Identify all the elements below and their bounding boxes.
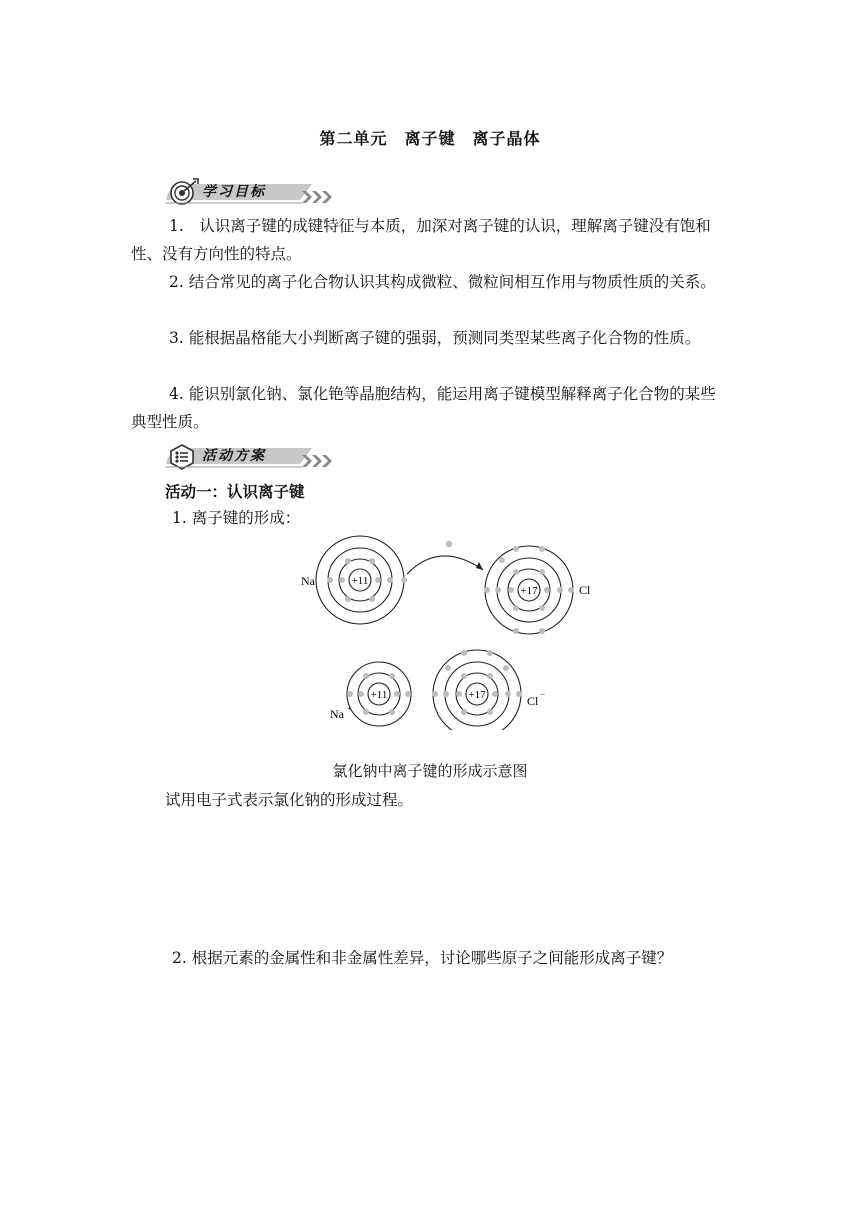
na-nucleus-label: +11 <box>351 575 369 587</box>
cl-nucleus-label: +17 <box>520 585 538 597</box>
nacl-formation-diagram <box>290 530 610 730</box>
objective-item-1: 1. 认识离子键的成键特征与本质，加深对离子键的认识，理解离子键没有饱和性、没有方向性的特点。 <box>131 217 711 263</box>
sodium-atom <box>301 536 407 624</box>
section-banner-activities <box>162 440 340 472</box>
section-banner-label: 活动方案 <box>202 448 266 464</box>
objective-item-4: 4. 能识别氯化钠、氯化铯等晶胞结构，能运用离子键模型解释离子化合物的某些典型性质。 <box>131 385 716 431</box>
svg-text:+11: +11 <box>370 689 388 701</box>
cl-ion-charge: − <box>540 689 546 699</box>
electron-transfer-arrow <box>407 556 483 574</box>
cl-ion-label: Cl <box>527 694 539 708</box>
chloride-ion <box>432 650 545 730</box>
svg-text:+17: +17 <box>468 689 486 701</box>
objective-item-3: 3. 能根据晶格能大小判断离子键的强弱，预测同类型某些离子化合物的性质。 <box>169 329 701 347</box>
na-ion-label: Na <box>330 707 344 721</box>
chlorine-atom <box>484 546 591 634</box>
section-banner-label: 学习目标 <box>202 184 266 200</box>
question-1: 1. 离子键的形成： <box>172 509 301 527</box>
na-ion-charge: + <box>347 704 352 713</box>
na-atom-label: Na <box>301 574 315 588</box>
activity-heading: 活动一：认识离子键 <box>165 483 305 501</box>
page-title: 第二单元 离子键 离子晶体 <box>319 129 541 148</box>
transferring-electron <box>446 541 452 547</box>
objective-item-2: 2. 结合常见的离子化合物认识其构成微粒、微粒间相互作用与物质性质的关系。 <box>169 273 716 291</box>
cl-atom-label: Cl <box>579 583 591 597</box>
section-banner-objectives <box>162 176 340 208</box>
question-2: 2. 根据元素的金属性和非金属性差异，讨论哪些原子之间能形成离子键？ <box>172 949 673 967</box>
diagram-caption: 氯化钠中离子键的形成示意图 <box>332 762 528 780</box>
sodium-ion <box>330 662 411 726</box>
task-prompt: 试用电子式表示氯化钠的形成过程。 <box>165 791 414 809</box>
